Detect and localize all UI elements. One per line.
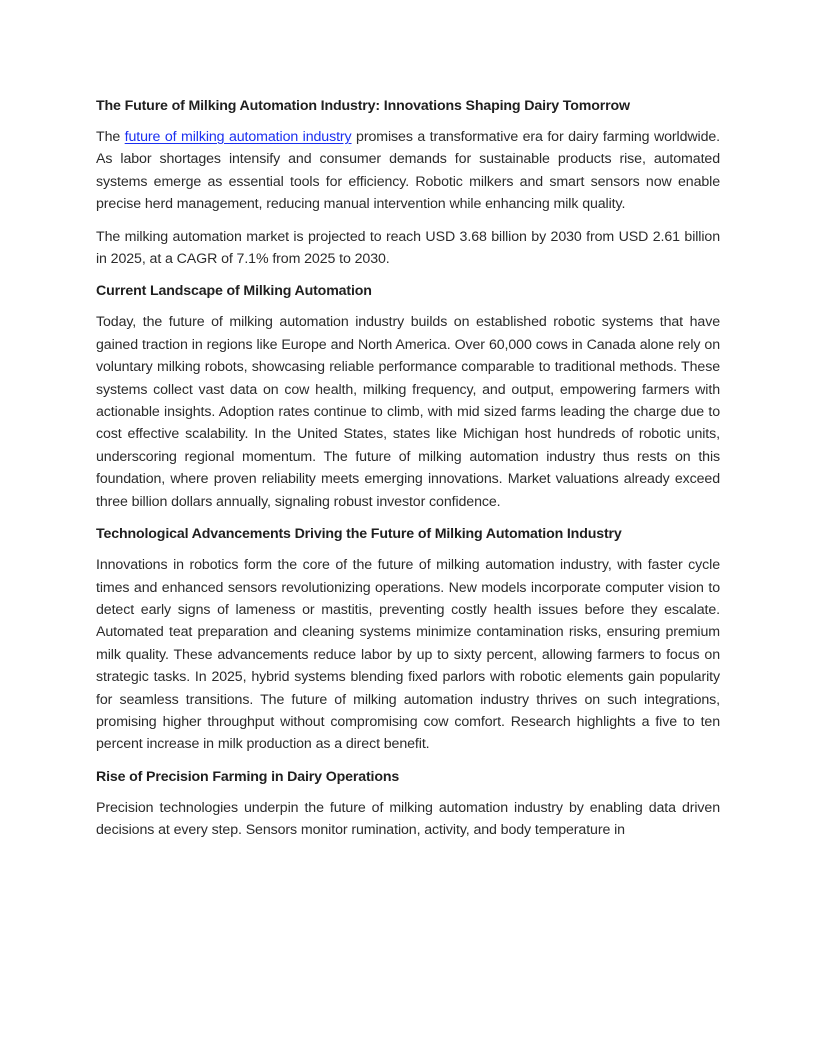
intro-suffix: promises a transformative era for dairy farming worldwide. As labor shortages intensify and consumer demands for sustainable products rise, automated systems emerge as essential tools for efficiency. Robotic milkers and smart sensors now enable precise herd management, reducing manual intervention while enhancing milk quality.	[96, 129, 721, 213]
section-body-technological-advancements: Innovations in robotics form the core of the future of milking automation industry, with faster cycle times and enhanced sensors revolutionizing operations. New models incorporate computer vision to detect early signs of lameness or mastitis, preventing costly health issues before they escalate. Automated teat preparation and cleaning systems minimize contamination risks, ensuring premium milk quality. These advancements reduce labor by up to sixty percent, allowing farmers to focus on strategic tasks. In 2025, hybrid systems blending fixed parlors with robotic elements gain popularity for seamless transitions. The future of milking automation industry thrives on such integrations, promising higher throughput without compromising cow comfort. Research highlights a five to ten percent increase in milk production as a direct benefit.	[96, 557, 720, 753]
intro-prefix: The	[96, 129, 125, 145]
market-paragraph: The milking automation market is projected to reach USD 3.68 billion by 2030 from USD 2.61 billion in 2025, at a CAGR of 7.1% from 2025 to 2030.	[96, 228, 720, 268]
intro-paragraph	[96, 126, 720, 216]
section-heading-technological-advancements: Technological Advancements Driving the Future of Milking Automation Industry	[96, 526, 622, 543]
future-milking-automation-link[interactable]: future of milking automation industry	[124, 129, 352, 145]
section-heading-current-landscape: Current Landscape of Milking Automation	[96, 283, 372, 300]
document-page	[96, 95, 720, 852]
section-body-precision-farming: Precision technologies underpin the future of milking automation industry by enabling data driven decisions at every step. Sensors monitor rumination, activity, and body temperature in	[96, 799, 720, 839]
document-title: The Future of Milking Automation Industry: Innovations Shaping Dairy Tomorrow	[96, 98, 630, 114]
section-heading-precision-farming: Rise of Precision Farming in Dairy Operations	[96, 768, 400, 785]
section-body-current-landscape: Today, the future of milking automation industry builds on established robotic systems that have gained traction in regions like Europe and North America. Over 60,000 cows in Canada alone rely on voluntary milking robots, showcasing reliable performance comparable to traditional methods. These systems collect vast data on cow health, milking frequency, and output, empowering farmers with actionable insights. Adoption rates continue to climb, with mid sized farms leading the charge due to cost effective scalability. In the United States, states like Michigan host hundreds of robotic units, underscoring regional momentum. The future of milking automation industry thus rests on this foundation, where proven reliability meets emerging innovations. Market valuations already exceed three billion dollars annually, signaling robust investor confidence.	[96, 314, 720, 510]
